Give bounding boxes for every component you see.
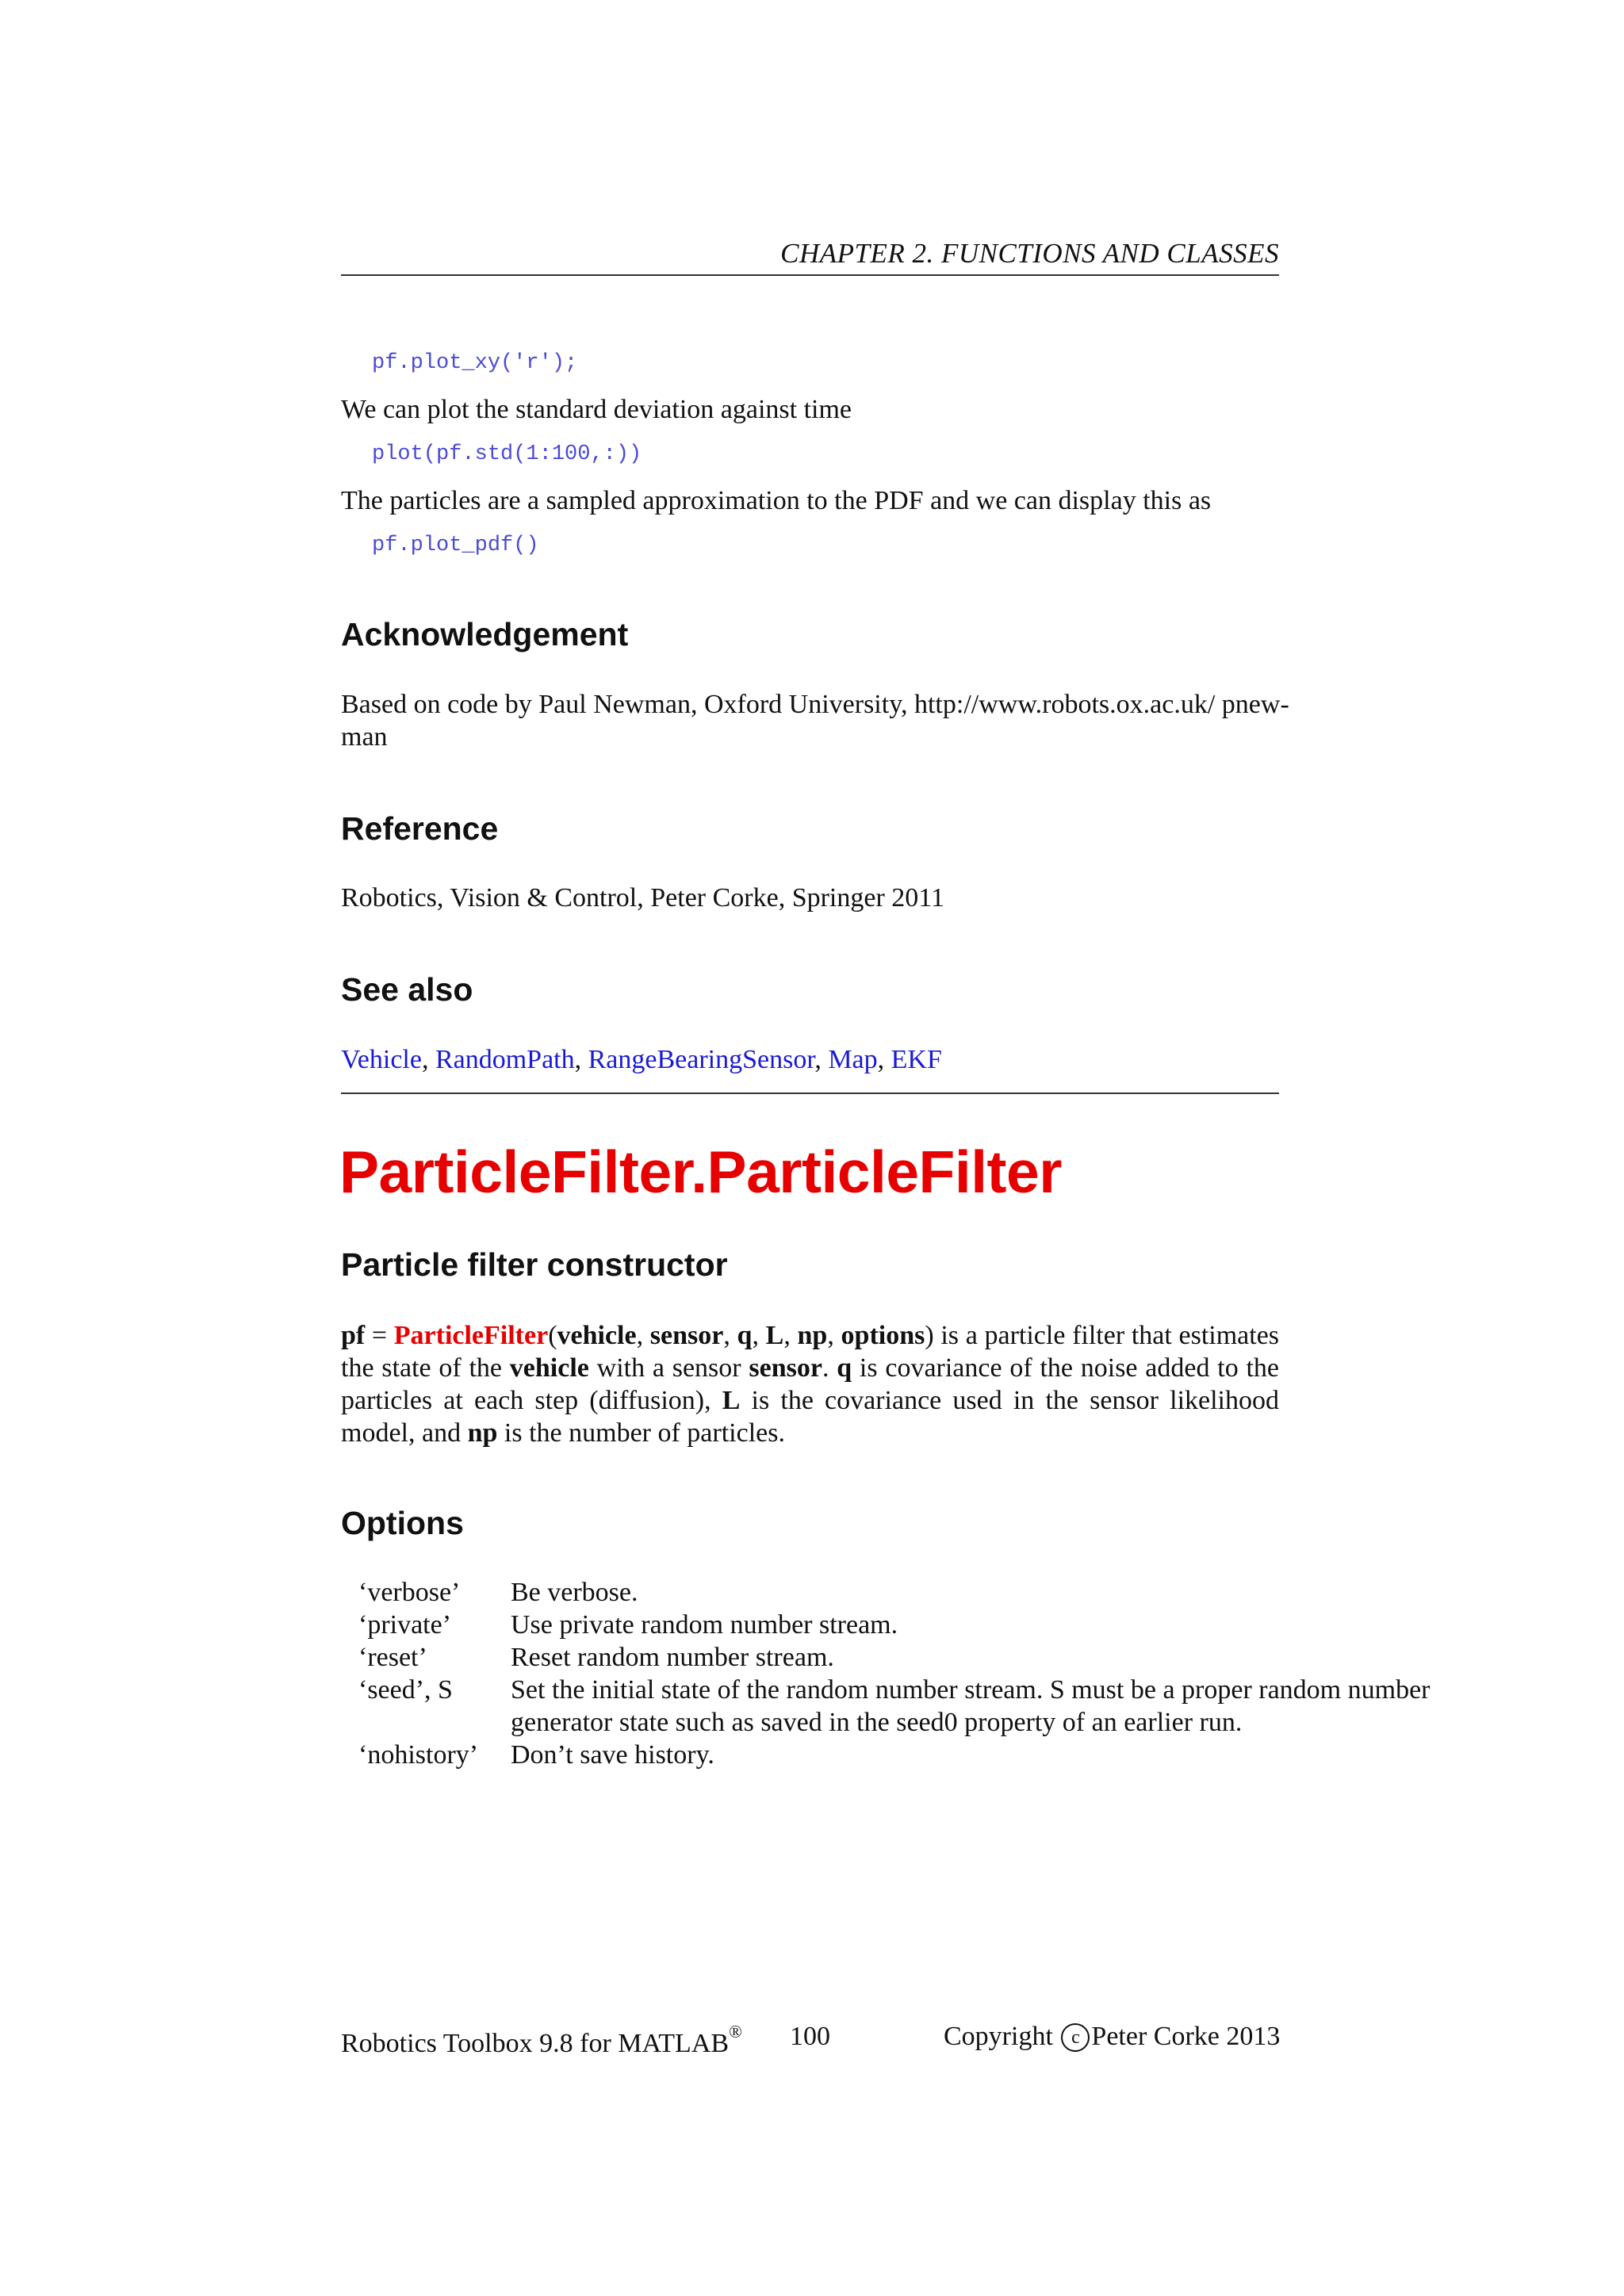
term-sensor: sensor (649, 1321, 724, 1350)
options-heading: Options (341, 1505, 464, 1541)
option-key: ‘verbose’ (358, 1578, 461, 1607)
link-map[interactable]: Map (828, 1045, 878, 1074)
acknowledgement-heading: Acknowledgement (341, 616, 629, 652)
option-desc: Use private random number stream. (511, 1610, 898, 1640)
text-plot-pdf: The particles are a sampled approximation to the PDF and we can display this as (341, 486, 1212, 515)
link-vehicle[interactable]: Vehicle (341, 1045, 422, 1074)
link-ekf[interactable]: EKF (891, 1045, 942, 1074)
section-rule (341, 1093, 1279, 1094)
option-key: ‘nohistory’ (358, 1740, 479, 1770)
text-plot-std: We can plot the standard deviation against time (341, 395, 852, 424)
option-desc: Don’t save history. (511, 1740, 714, 1770)
code-plot-xy: pf.plot_xy('r'); (372, 351, 578, 375)
see-also-links: Vehicle, RandomPath, RangeBearingSensor, Map, EKF (341, 1045, 942, 1074)
copyright-icon: c (1061, 2023, 1090, 2052)
option-key: ‘reset’ (358, 1643, 427, 1672)
running-head: CHAPTER 2. FUNCTIONS AND CLASSES (780, 238, 1279, 269)
option-desc: Be verbose. (511, 1578, 638, 1607)
term-l: L (765, 1321, 784, 1350)
option-key: ‘seed’, S (358, 1675, 453, 1705)
option-key: ‘private’ (358, 1610, 452, 1640)
option-desc: Reset random number stream. (511, 1643, 834, 1672)
reference-heading: Reference (341, 810, 499, 847)
registered-mark: ® (729, 2022, 742, 2042)
link-rangebearingsensor[interactable]: RangeBearingSensor (588, 1045, 815, 1074)
method-title: ParticleFilter.ParticleFilter (339, 1138, 1062, 1205)
option-desc-continued: generator state such as saved in the seed0 property of an earlier run. (511, 1708, 1243, 1737)
see-also-heading: See also (341, 971, 473, 1008)
term-pf: pf (341, 1321, 366, 1350)
footer-title: Robotics Toolbox 9.8 for MATLAB® (341, 2022, 742, 2058)
term-np: np (797, 1321, 828, 1350)
header-rule (341, 274, 1279, 276)
reference-text: Robotics, Vision & Control, Peter Corke, Springer 2011 (341, 883, 945, 913)
constructor-description: pf = ParticleFilter(vehicle, sensor, q, L, np, options) is a particle filter that estimates the state of the vehicle with a sensor sensor. q is covariance of the noise added to the particles at each step (diffusion), L is the covariance used in the sensor likelihood model, and np is the number of particles. (341, 1321, 1280, 1448)
footer-copyright: Copyright c Peter Corke 2013 (944, 2022, 1281, 2051)
term-vehicle: vehicle (557, 1321, 637, 1350)
term-particlefilter: ParticleFilter (393, 1321, 549, 1350)
acknowledgement-line-2: man (341, 722, 388, 752)
code-plot-pdf: pf.plot_pdf() (372, 534, 539, 557)
code-plot-std: plot(pf.std(1:100,:)) (372, 442, 642, 466)
method-subtitle: Particle filter constructor (341, 1246, 728, 1283)
page-number: 100 (790, 2022, 830, 2051)
option-desc: Set the initial state of the random number stream. S must be a proper random number (511, 1675, 1431, 1705)
link-randompath[interactable]: RandomPath (435, 1045, 575, 1074)
term-options: options (841, 1321, 925, 1350)
term-q: q (737, 1321, 753, 1350)
acknowledgement-line-1: Based on code by Paul Newman, Oxford University, http://www.robots.ox.ac.uk/ pnew- (341, 690, 1289, 719)
